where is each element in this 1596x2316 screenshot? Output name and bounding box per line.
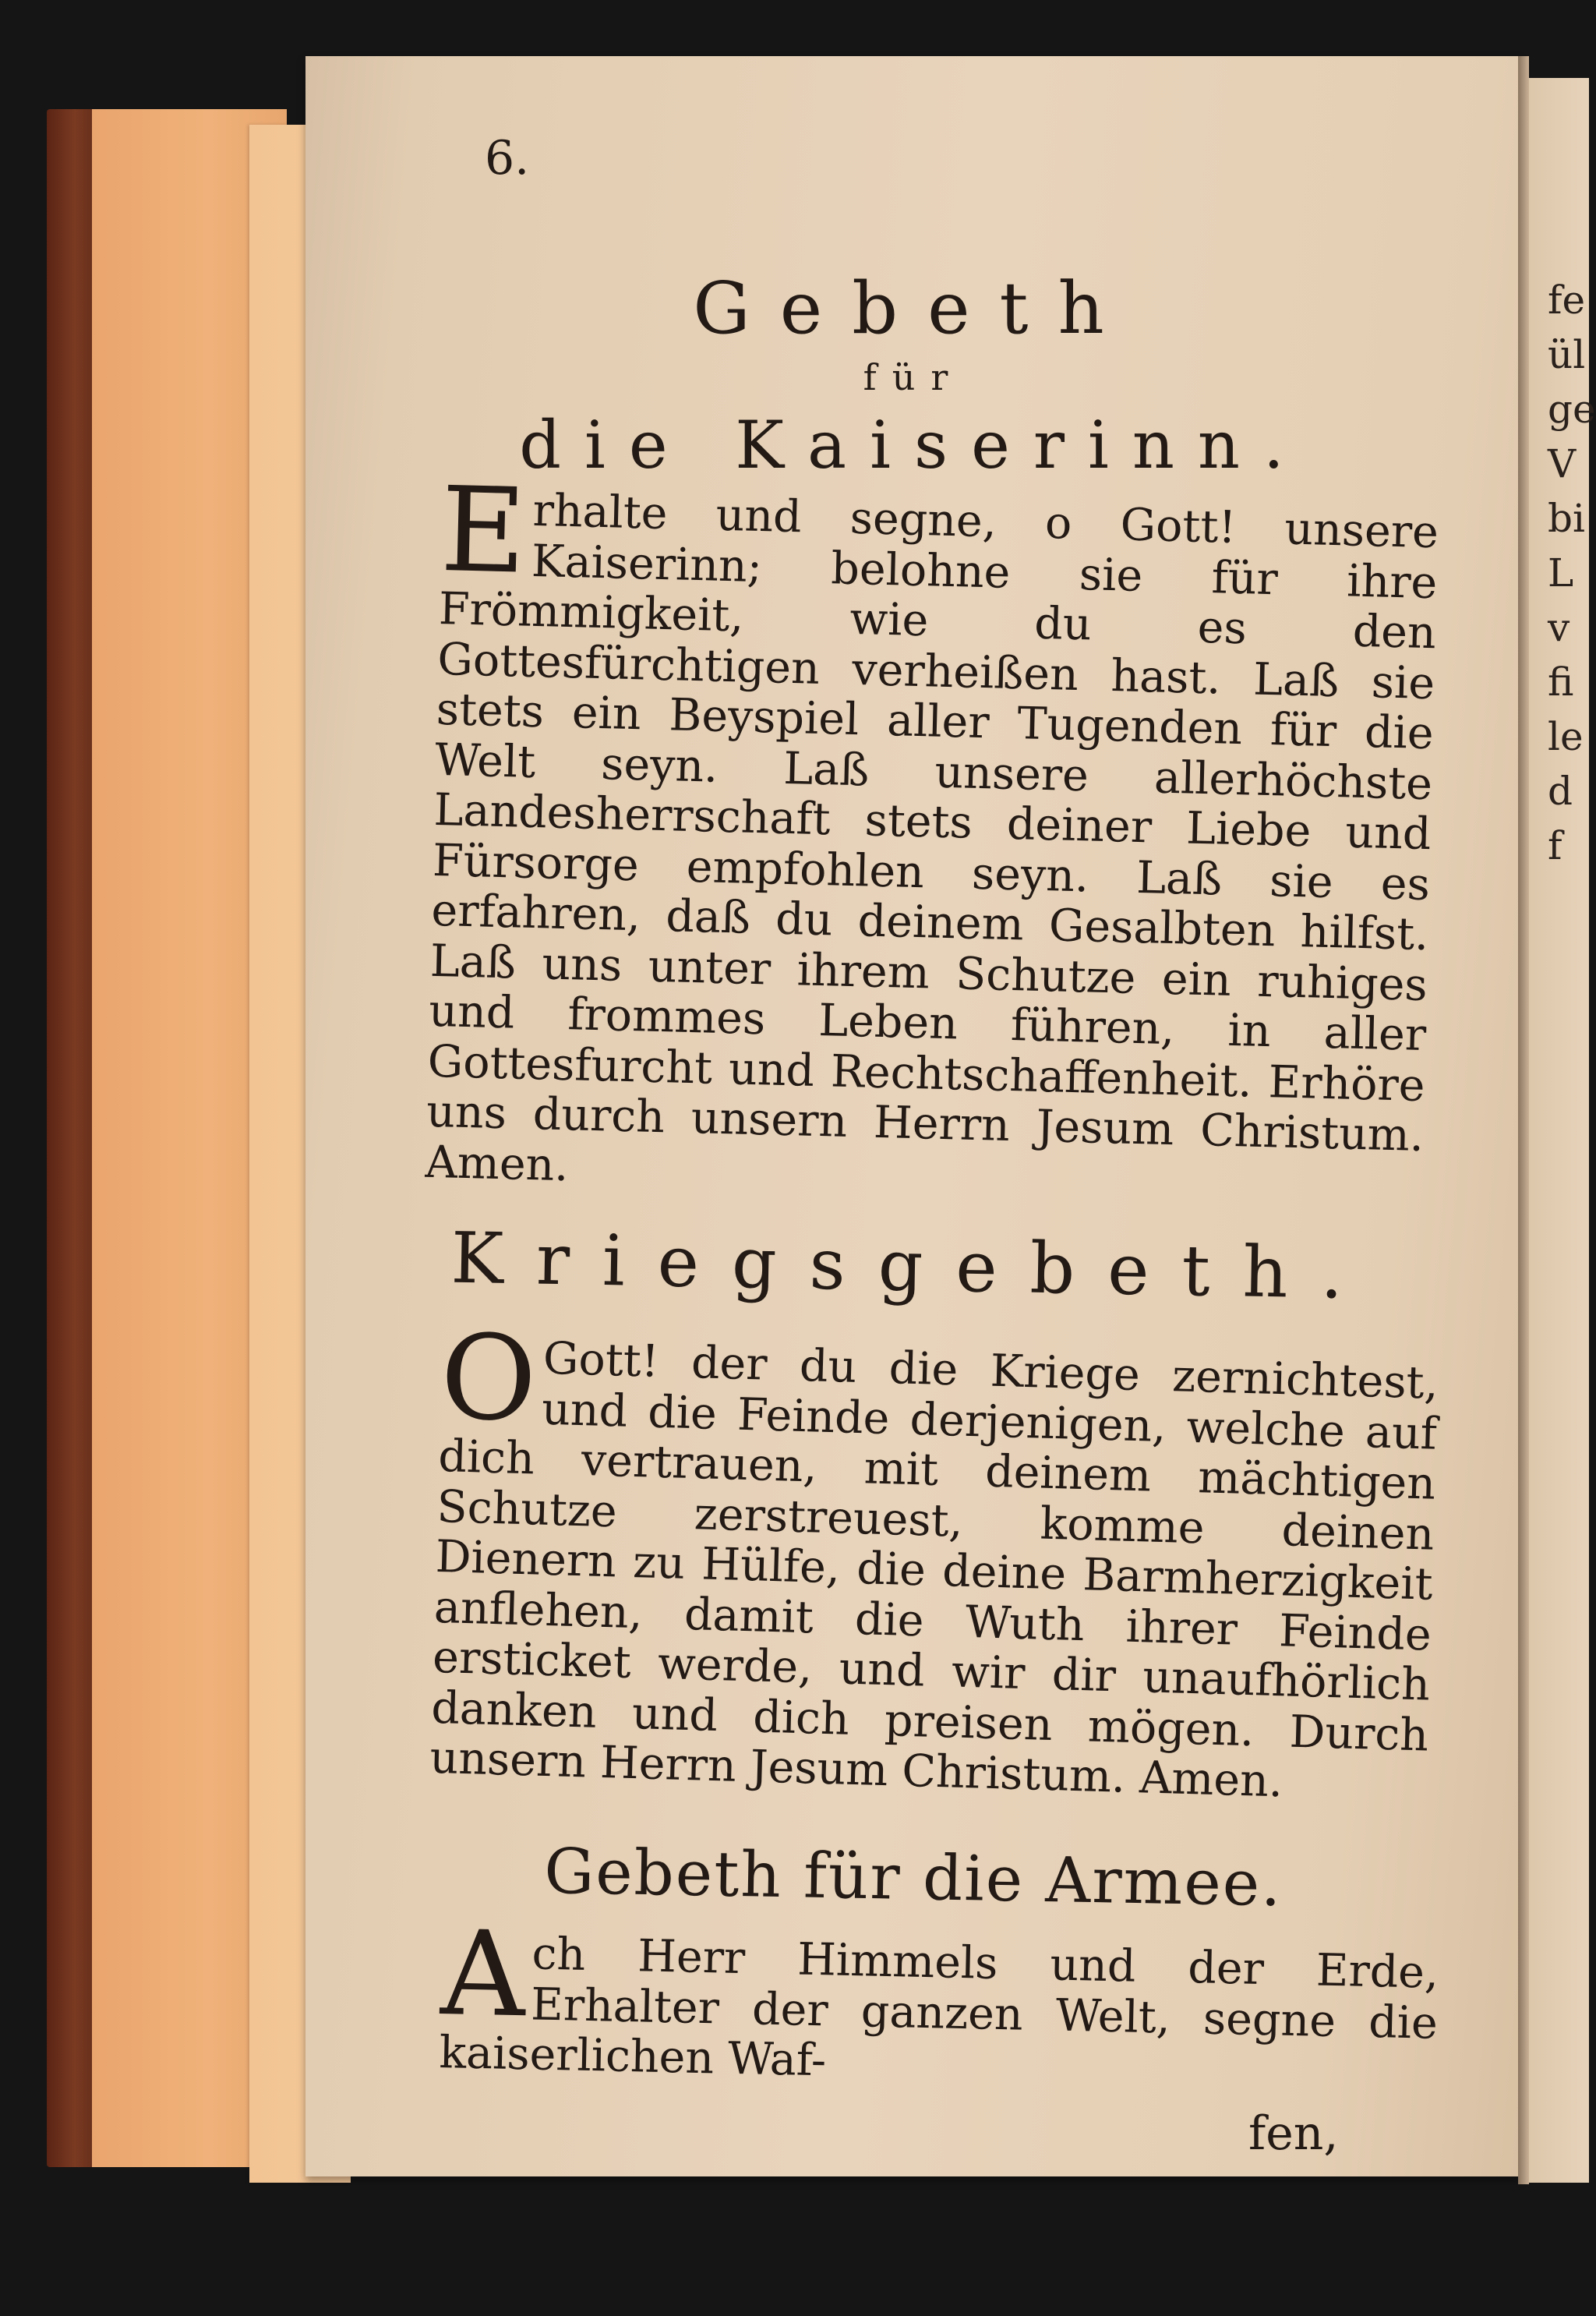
next-page-fragment: v	[1548, 605, 1570, 650]
next-page-fragment: V	[1548, 441, 1577, 486]
catchword: fen,	[1248, 2106, 1339, 2161]
drop-cap: A	[439, 1906, 527, 2044]
next-page-fragment: bi	[1548, 496, 1585, 541]
drop-cap: O	[438, 1310, 538, 1448]
next-page-fragment: d	[1548, 769, 1573, 814]
next-page-fragment: le	[1548, 714, 1584, 759]
prayer2-text: Gott! der du die Kriege zernichtest, und die Feinde derjenigen, welche auf dich vertrauen, mit deinem mächtigen Schutze zerstreuest, komme deinen Dienern zu Hülfe, die deine Barmherzigkeit anflehen, damit die Wuth ihrer Feinde ersticket werde, und wir dir unaufhörlich danken und dich preisen mögen. Durch unsern Herrn Jesum Christum. Amen.	[429, 1332, 1439, 1808]
next-page-fragment: L	[1548, 550, 1574, 596]
next-page-fragment: ge	[1548, 387, 1596, 432]
next-page-fragment: ül	[1548, 332, 1586, 377]
drop-cap: E	[439, 462, 528, 600]
prayer1-subtitle2: die Kaiserinn.	[519, 407, 1308, 483]
prayer2-title: Kriegsgebeth.	[450, 1217, 1377, 1316]
next-page-fragment: f	[1548, 823, 1562, 868]
prayer1-title: Gebeth	[693, 267, 1134, 350]
prayer2-body	[429, 1310, 1439, 1811]
page-number: 6.	[485, 131, 530, 186]
next-page-edge	[1529, 78, 1596, 2183]
next-page-fragment: fi	[1548, 659, 1574, 705]
prayer1-body	[424, 462, 1439, 1211]
prayer3-text: ch Herr Himmels und der Erde, Erhalter der ganzen Welt, segne die kaiserlichen Waf-	[438, 1928, 1439, 2087]
prayer1-text: rhalte und segne, o Gott! unsere Kaiserinn; belohne sie für ihre Frömmigkeit, wie du es den Gottesfürchtigen verheißen hast. Laß sie stets ein Beyspiel aller Tugenden für die Welt seyn. Laß unsere allerhöchste Landesherrschaft stets deiner Liebe und Fürsorge empfohlen seyn. Laß sie es erfahren, daß du deinem Gesalbten hilfst. Laß uns unter ihrem Schutze ein ruhiges und frommes Leben führen, in aller Gottesfurcht und Rechtschaffenheit. Erhöre uns durch unsern Herrn Jesum Christum. Amen.	[424, 484, 1439, 1191]
book-gutter	[1518, 56, 1529, 2184]
prayer3-title: Gebeth für die Armee.	[543, 1834, 1284, 1921]
next-page-fragment: fe	[1548, 278, 1586, 323]
prayer3-body	[438, 1906, 1439, 2099]
prayer1-subtitle: für	[863, 356, 964, 398]
book-page	[305, 56, 1521, 2176]
